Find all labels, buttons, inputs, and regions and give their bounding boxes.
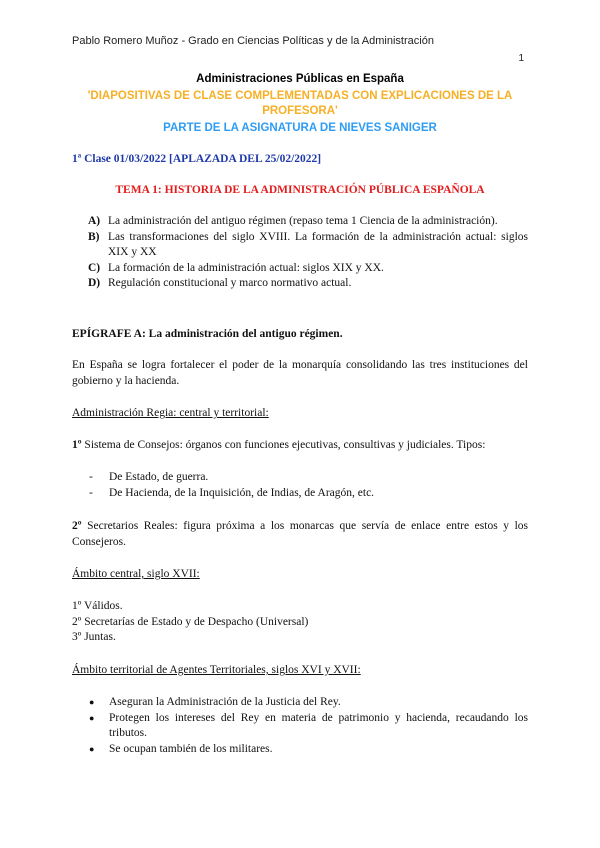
subsection-heading: Ámbito territorial de Agentes Territoriales, siglos XVI y XVII:	[72, 664, 361, 676]
list-text: De Hacienda, de la Inquisición, de Indias, de Aragón, etc.	[109, 486, 375, 499]
list-item	[88, 261, 528, 277]
bullet-icon: ●	[89, 697, 95, 707]
item-number: 1º	[72, 439, 82, 451]
title-block	[72, 72, 528, 136]
list-text: Aseguran la Administración de la Justicia del Rey.	[109, 696, 341, 708]
bullet-icon: ●	[89, 743, 95, 754]
consejos-paragraph	[72, 438, 528, 454]
list-item: - De Hacienda, de la Inquisición, de Indias, de Aragón, etc.	[89, 486, 528, 502]
secretarios-paragraph	[72, 519, 528, 550]
intro-paragraph: En España se logra fortalecer el poder de la monarquía consolidando las tres instituciones del gobierno y la hacienda.	[72, 359, 528, 387]
list-text: Protegen los intereses del Rey en materia de patrimonio y hacienda, recaudando los tributos.	[109, 711, 528, 739]
running-header: Pablo Romero Muñoz - Grado en Ciencias Políticas y de la Administración	[72, 35, 434, 47]
item-number: 2º	[72, 520, 82, 532]
list-item: 2º Secretarías de Estado y de Despacho (Universal)	[72, 615, 309, 628]
list-item	[88, 214, 528, 230]
list-text: Las transformaciones del siglo XVIII. La formación de la administración actual: siglos XIX y XX	[108, 230, 528, 258]
list-letter: A)	[88, 215, 101, 227]
document-part: PARTE DE LA ASIGNATURA DE NIEVES SANIGER	[163, 122, 437, 134]
ambito-central-list	[72, 599, 528, 646]
consejos-types-list	[72, 470, 528, 501]
topic-index-list	[88, 214, 528, 292]
class-date-heading: 1ª Clase 01/03/2022 [APLAZADA DEL 25/02/2022]	[72, 153, 322, 165]
list-text: Se ocupan también de los militares.	[109, 742, 273, 755]
list-letter: D)	[88, 277, 101, 289]
list-item: 1º Válidos.	[72, 600, 123, 612]
topic-heading: TEMA 1: HISTORIA DE LA ADMINISTRACIÓN PÚBLICA ESPAÑOLA	[115, 184, 485, 196]
paragraph-text: Secretarios Reales: figura próxima a los monarcas que servía de enlace entre estos y los Consejeros.	[72, 520, 529, 548]
list-item: 3º Juntas.	[72, 631, 116, 643]
list-letter: C)	[88, 261, 101, 274]
document-title: Administraciones Públicas en España	[196, 73, 404, 85]
list-text: Regulación constitucional y marco normativo actual.	[108, 277, 352, 289]
list-text: La formación de la administración actual: siglos XIX y XX.	[108, 261, 384, 274]
list-text: De Estado, de guerra.	[109, 471, 209, 483]
list-item	[89, 695, 528, 711]
list-item	[88, 230, 528, 261]
paragraph-text: Sistema de Consejos: órganos con funciones ejecutivas, consultivas y judiciales. Tipos:	[84, 439, 486, 451]
list-text: La administración del antiguo régimen (repaso tema 1 Ciencia de la administración).	[108, 215, 498, 227]
document-subtitle: 'DIAPOSITIVAS DE CLASE COMPLEMENTADAS CON EXPLICACIONES DE LA PROFESORA'	[87, 90, 513, 117]
list-item	[89, 742, 528, 758]
list-letter: B)	[88, 230, 100, 243]
bullet-icon: ●	[89, 712, 95, 723]
list-item: - De Estado, de guerra.	[89, 470, 528, 486]
subsection-heading: Administración Regia: central y territorial:	[72, 407, 269, 419]
section-heading: EPÍGRAFE A: La administración del antiguo régimen.	[72, 328, 343, 340]
ambito-territorial-list	[72, 695, 528, 757]
list-item	[88, 276, 528, 292]
list-item	[89, 711, 528, 742]
page-number: 1	[518, 53, 524, 64]
subsection-heading: Ámbito central, siglo XVII:	[72, 568, 200, 580]
